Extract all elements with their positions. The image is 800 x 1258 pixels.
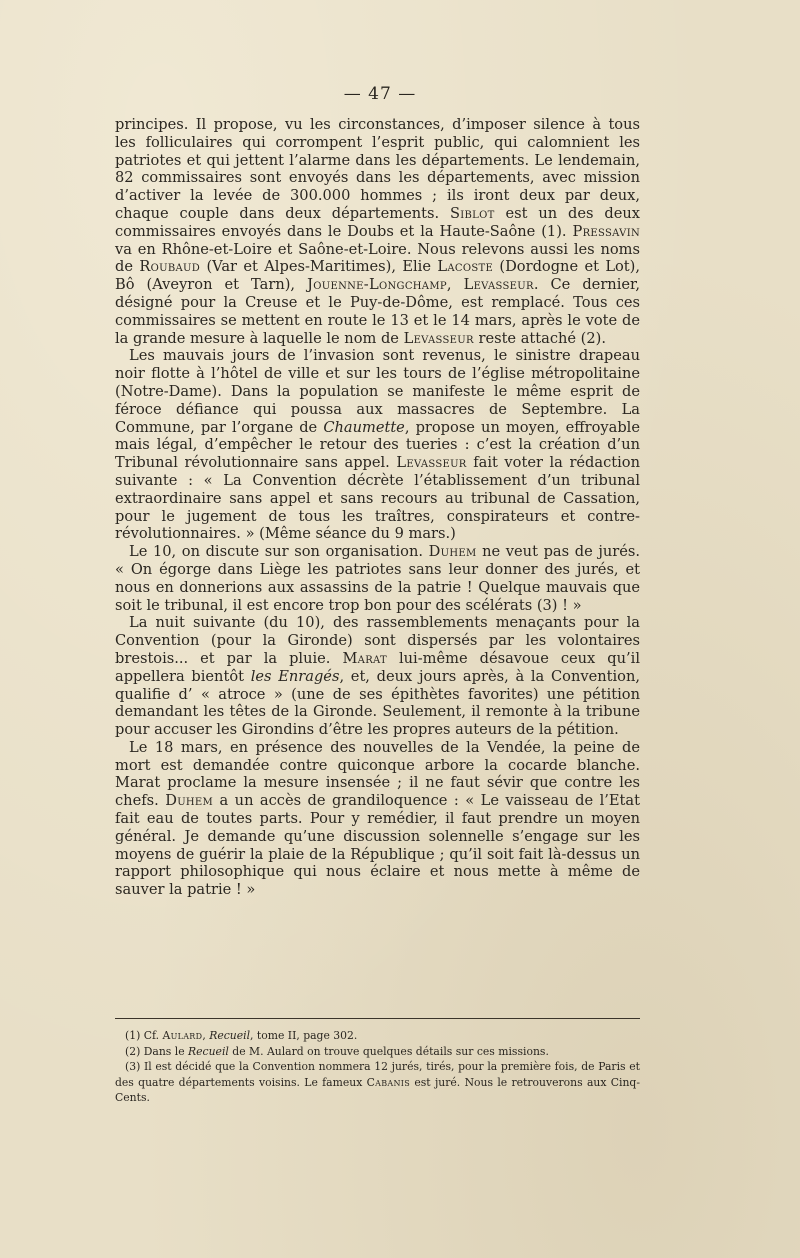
person-name: Levasseur: [463, 276, 534, 294]
italic-phrase: les Enragés: [250, 667, 340, 685]
book-title: Recueil: [188, 1044, 229, 1058]
person-name: Cabanis: [366, 1075, 411, 1089]
paragraph: Le 10, on discute sur son organisation. Duhem ne veut pas de jurés. « On égorge dans Liège les patriotes sans leur donner des jurés, et nous en donnerions aux assassins de la patrie ! Quelque mauvais que soit le tribunal, il est encore trop bon pour des scélérats (3) ! »: [115, 543, 640, 614]
paragraph: Le 18 mars, en présence des nouvelles de la Vendée, la peine de mort est demandée contre quiconque arbore la cocarde blanche. Marat proclame la mesure insensée ; il ne faut sévir que contre les chefs. Duhem a un accès de grandiloquence : « Le vaisseau de l’Etat fait eau de toutes parts. Pour y remédier, il faut prendre un moyen général. Je demande qu’une discussion solennelle s’engage sur les moyens de guérir la plaie de la République ; qu’il soit fait là-dessus un rapport philosophique qui nous éclaire et nous mette à même de sauver la patrie ! »: [115, 738, 640, 899]
page-number: — 47 —: [343, 84, 417, 104]
person-name: Lacoste: [437, 258, 494, 276]
person-name: Jouenne-Longchamp: [307, 276, 447, 294]
person-name: Duhem: [165, 792, 214, 810]
footnote: (3) Il est décidé que la Convention nommera 12 jurés, tirés, pour la première fois, de Paris et des quatre départements voisins. Le fameux Cabanis est juré. Nous le retrouverons aux Cinq-Cents.: [115, 1060, 640, 1104]
footnote: (2) Dans le Recueil de M. Aulard on trouve quelques détails sur ces missions.: [125, 1044, 549, 1058]
book-title: Recueil: [209, 1029, 251, 1042]
footnotes: [115, 1028, 640, 1106]
paragraph: Les mauvais jours de l’invasion sont revenus, le sinistre drapeau noir flotte à l’hôtel de ville et sur les tours de l’église métropolitaine (Notre-Dame). Dans la population se manifeste le même esprit de féroce défiance qui poussa aux massacres de Septembre. La Commune, par l’organe de Chaumette, propose un moyen, effroyable mais légal, d’empêcher le retour des tueries : c’est la création d’un Tribunal révolutionnaire sans appel. Levasseur fait voter la rédaction suivante : « La Convention décrète l’établissement d’un tribunal extraordinaire sans appel et sans recours au tribunal de Cassation, pour le jugement de tous les traîtres, conspirateurs et contre-révolutionnaires. » (Même séance du 9 mars.): [115, 347, 640, 543]
person-name: Roubaud: [139, 258, 201, 276]
paragraph: principes. Il propose, vu les circonstances, d’imposer silence à tous les folliculaires qui corrompent l’esprit public, qui calomnient les patriotes et qui jettent l’alarme dans les départements. Le lendemain, 82 commissaires sont envoyés dans les départements, avec mission d’activer la levée de 300.000 hommes ; ils iront deux par deux, chaque couple dans deux départements. Siblot est un des deux commissaires envoyés dans le Doubs et la Haute-Saône (1). Pressavin va en Rhône-et-Loire et Saône-et-Loire. Nous relevons aussi les noms de Roubaud (Var et Alpes-Maritimes), Elie Lacoste (Dordogne et Lot), Bô (Aveyron et Tarn), Jouenne-Longchamp, Levasseur. Ce dernier, désigné pour la Creuse et le Puy-de-Dôme, est remplacé. Tous ces commissaires se mettent en route le 13 et le 14 mars, après le vote de la grande mesure à laquelle le nom de Levasseur reste attaché (2).: [115, 116, 641, 347]
footnote: (1) Cf. Aulard, Recueil, tome II, page 302.: [125, 1029, 358, 1042]
person-name: Duhem: [428, 543, 477, 561]
person-name: Levasseur: [403, 329, 474, 347]
footnote-rule: [115, 1018, 640, 1019]
person-name: Levasseur: [396, 454, 467, 472]
person-name: Aulard: [162, 1029, 203, 1042]
person-name: Siblot: [449, 204, 495, 222]
body-text: [115, 116, 640, 899]
person-name-italic: Chaumette: [323, 418, 405, 436]
paragraph: La nuit suivante (du 10), des rassemblements menaçants pour la Convention (pour la Gironde) sont dispersés par les volontaires brestois... et par la pluie. Marat lui-même désavoue ceux qu’il appellera bientôt les Enragés, et, deux jours après, à la Convention, qualifie d’ « atroce » (une de ses épithètes favorites) une pétition demandant les têtes de la Gironde. Seulement, il remonte à la tribune pour accuser les Girondins d’être les propres auteurs de la pétition.: [115, 614, 641, 739]
person-name: Pressavin: [572, 222, 640, 240]
person-name: Marat: [342, 649, 387, 667]
